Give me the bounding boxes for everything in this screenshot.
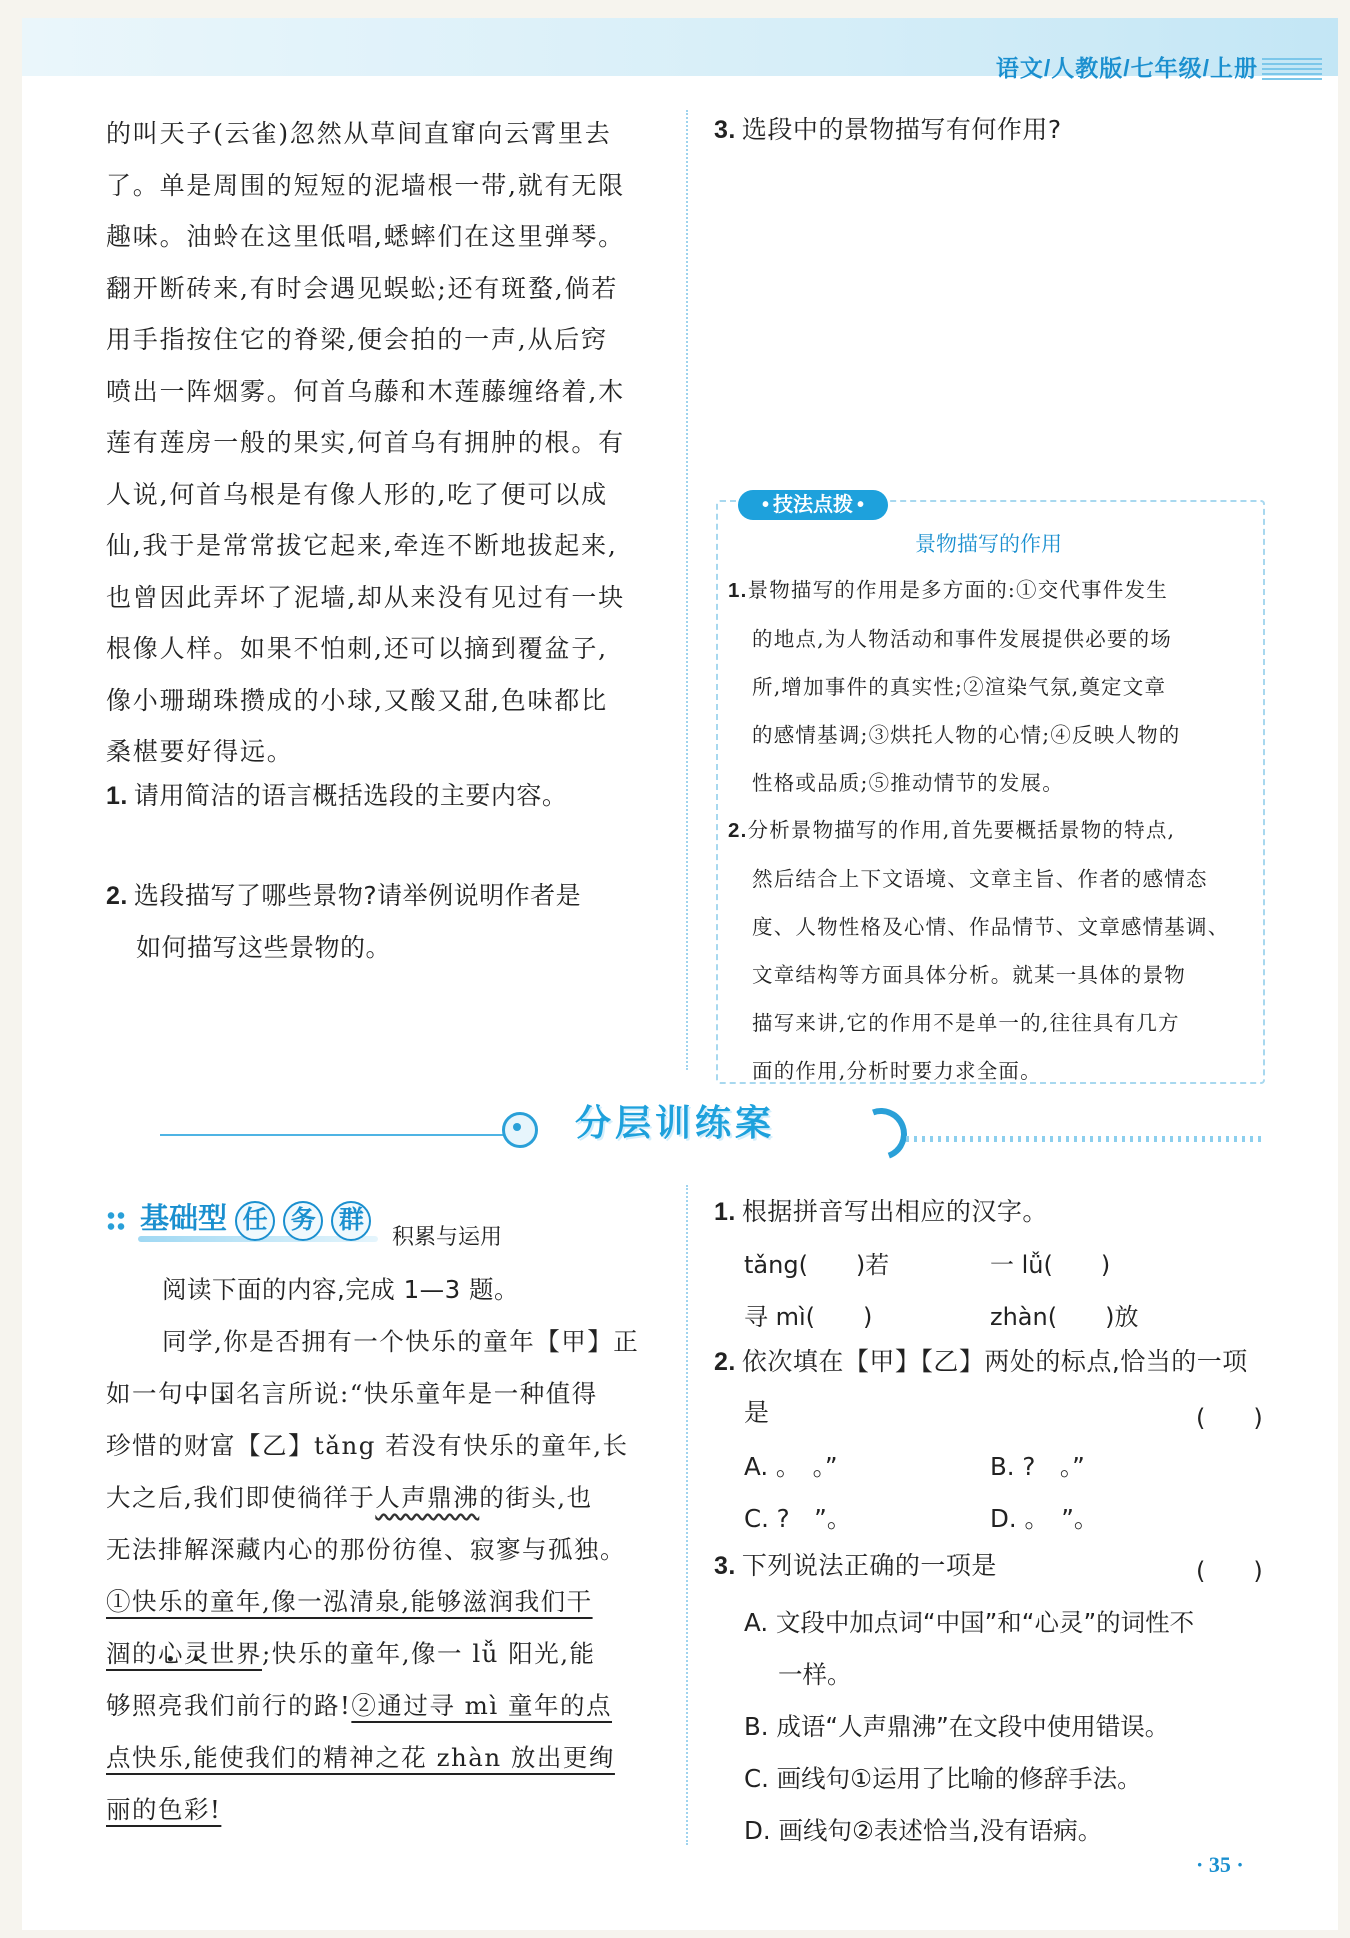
passage-line: 了。单是周围的短短的泥墙根一带,就有无限	[106, 170, 625, 200]
header-decoration	[1262, 58, 1322, 80]
tip-line: 然后结合上下文语境、文章主旨、作者的感情态	[752, 867, 1208, 891]
passage-line: 用手指按住它的脊梁,便会拍的一声,从后窍	[106, 325, 608, 354]
page-number: · 35 ·	[1196, 1852, 1244, 1877]
tip-line: 性格或品质;⑤推动情节的发展。	[752, 771, 1064, 795]
question-number: 1.	[106, 782, 128, 810]
reading-line-underlined: 点快乐,能使我们的精神之花 zhàn 放出更绚	[106, 1743, 615, 1772]
pinyin-item: tǎng( )若	[744, 1251, 890, 1279]
passage-line: 翻开断砖来,有时会遇见蜈蚣;还有斑蝥,倘若	[106, 273, 619, 303]
tip-text: 分析景物描写的作用,首先要概括景物的特点,	[747, 818, 1176, 842]
passage-line: 桑椹要好得远。	[106, 737, 294, 766]
exercise-1	[714, 1186, 1048, 1239]
question-text: 根据拼音写出相应的汉字。	[741, 1197, 1048, 1226]
tip-item-2	[728, 806, 1256, 1095]
underlined-span: 丽的色彩!	[106, 1795, 222, 1824]
question-text-cont: 如何描写这些景物的。	[136, 933, 392, 962]
reading-line	[106, 1680, 661, 1732]
option-c: C. ? ”。	[744, 1504, 852, 1533]
wavy-underlined-idiom: 人声鼎沸	[375, 1483, 480, 1512]
dotted-char: 灵 •	[184, 1639, 210, 1668]
question-number: 3.	[714, 116, 736, 144]
passage-line: 的叫天子(云雀)忽然从草间直窜向云霄里去	[106, 119, 612, 148]
question-text: 依次填在【甲】【乙】两处的标点,恰当的一项	[741, 1347, 1248, 1376]
reading-line: 无法排解深藏内心的那份彷徨、寂寥与孤独。	[106, 1535, 626, 1564]
pinyin-item: 一 lǚ( )	[990, 1251, 1111, 1279]
task-group-label: 基础型	[140, 1201, 228, 1235]
text-span: 大之后,我们即使徜徉于	[106, 1483, 376, 1512]
reading-line	[106, 1368, 661, 1420]
underlined-span: 世界	[210, 1639, 262, 1668]
answer-paren: ( )	[1196, 1557, 1263, 1585]
tip-badge	[738, 490, 888, 520]
option-d: D. 画线句②表述恰当,没有语病。	[744, 1816, 1103, 1845]
passage-line: 莲有莲房一般的果实,何首乌有拥肿的根。有	[106, 428, 625, 457]
tip-line: 度、人物性格及心情、作品情节、文章感情基调、	[752, 915, 1230, 939]
text-span: 够照亮我们前行的路!	[106, 1691, 352, 1720]
header-title: 语文/人教版/七年级/上册	[995, 55, 1258, 81]
tip-badge-label: 技法点拨	[773, 494, 853, 516]
question-text: 下列说法正确的一项是	[741, 1551, 997, 1580]
question-2	[106, 870, 581, 973]
tip-line: 的地点,为人物活动和事件发展提供必要的场	[752, 627, 1173, 651]
reading-line	[106, 1472, 661, 1524]
tip-line	[728, 806, 1256, 855]
section-title: 分层训练案	[575, 1103, 776, 1144]
text-span: 的街头,也	[479, 1483, 593, 1512]
passage-line: 仙,我于是常常拔它起来,牵连不断地拔起来,	[106, 531, 618, 560]
passage-line: 也曾因此弄坏了泥墙,却从来没有见过有一块	[106, 582, 625, 612]
pinyin-item: zhàn( )放	[990, 1303, 1139, 1331]
banner-line	[160, 1134, 510, 1136]
option-a: A. 。 。”	[744, 1452, 838, 1481]
exercise-3	[714, 1540, 997, 1593]
reading-line: 珍惜的财富【乙】tǎng 若没有快乐的童年,长	[106, 1431, 629, 1460]
circled-char: 群	[331, 1201, 371, 1241]
circled-char: 务	[283, 1201, 323, 1241]
underlined-span: 涸的	[106, 1639, 158, 1668]
reading-instruction: 阅读下面的内容,完成 1—3 题。	[162, 1275, 520, 1304]
passage-line: 人说,何首乌根是有像人形的,吃了便可以成	[106, 479, 608, 509]
question-text: 选段中的景物描写有何作用?	[741, 115, 1062, 144]
tip-title: 景物描写的作用	[915, 532, 1062, 556]
tip-number: 1.	[728, 579, 748, 602]
question-3	[714, 104, 1062, 156]
task-group-title	[140, 1196, 371, 1241]
option-a: A. 文段中加点词“中国”和“心灵”的词性不	[744, 1608, 1195, 1637]
question-number: 2.	[714, 1348, 736, 1376]
column-divider	[686, 1185, 688, 1845]
circled-char: 任	[235, 1201, 275, 1241]
column-divider	[686, 110, 688, 1070]
reading-line-underlined: ①快乐的童年,像一泓清泉,能够滋润我们干	[106, 1587, 593, 1616]
reading-text	[106, 1264, 661, 1836]
question-text-cont: 是	[744, 1398, 770, 1427]
option-b: B. ? 。”	[990, 1452, 1085, 1481]
exercise-2	[714, 1336, 1248, 1389]
tip-line: 的感情基调;③烘托人物的心情;④反映人物的	[752, 723, 1181, 747]
dotted-char: 国 •	[210, 1379, 236, 1408]
dotted-char: 心 •	[158, 1639, 184, 1668]
question-number: 3.	[714, 1552, 736, 1580]
underlined-span: ②通过寻 mì 童年的点	[351, 1691, 613, 1720]
option-b: B. 成语“人声鼎沸”在文段中使用错误。	[744, 1712, 1170, 1741]
passage-line: 像小珊瑚珠攒成的小球,又酸又甜,色味都比	[106, 685, 608, 715]
task-group-subtitle: 积累与运用	[392, 1225, 503, 1250]
text-span: ;快乐的童年,像一 lǚ 阳光,能	[262, 1639, 596, 1668]
passage-line: 根像人样。如果不怕刺,还可以摘到覆盆子,	[106, 634, 608, 663]
text-span: 名言所说:“快乐童年是一种值得	[236, 1379, 598, 1408]
reading-line	[106, 1628, 661, 1680]
dots-icon	[106, 1210, 126, 1232]
tip-line	[728, 566, 1256, 615]
pinyin-item: 寻 mì( )	[744, 1303, 873, 1331]
banner-dots	[906, 1136, 1262, 1142]
tip-line: 文章结构等方面具体分析。就某一具体的景物	[752, 963, 1186, 987]
option-c: C. 画线句①运用了比喻的修辞手法。	[744, 1764, 1142, 1793]
tip-text: 景物描写的作用是多方面的:①交代事件发生	[747, 578, 1168, 602]
tip-line: 描写来讲,它的作用不是单一的,往往具有几方	[752, 1011, 1180, 1035]
passage-line: 趣味。油蛉在这里低唱,蟋蟀们在这里弹琴。	[106, 222, 625, 251]
reading-line: 同学,你是否拥有一个快乐的童年【甲】正	[162, 1327, 640, 1356]
option-d: D. 。 ”。	[990, 1504, 1099, 1533]
target-icon	[502, 1112, 538, 1148]
reading-line	[106, 1784, 661, 1836]
option-a-cont: 一样。	[778, 1660, 852, 1689]
question-1	[106, 770, 567, 822]
passage-line: 喷出一阵烟雾。何首乌藤和木莲藤缠络着,木	[106, 376, 625, 406]
tip-line: 所,增加事件的真实性;②渲染气氛,奠定文章	[752, 675, 1167, 699]
question-text: 选段描写了哪些景物?请举例说明作者是	[133, 881, 582, 910]
reading-passage	[106, 108, 661, 778]
tip-number: 2.	[728, 819, 748, 842]
tip-item-1	[728, 566, 1256, 807]
answer-paren: ( )	[1196, 1404, 1263, 1432]
question-number: 1.	[714, 1198, 736, 1226]
tip-line: 面的作用,分析时要力求全面。	[752, 1059, 1042, 1083]
text-span: 如一句	[106, 1379, 184, 1408]
question-text: 请用简洁的语言概括选段的主要内容。	[133, 781, 568, 810]
dotted-char: 中 •	[184, 1379, 210, 1408]
question-number: 2.	[106, 882, 128, 910]
